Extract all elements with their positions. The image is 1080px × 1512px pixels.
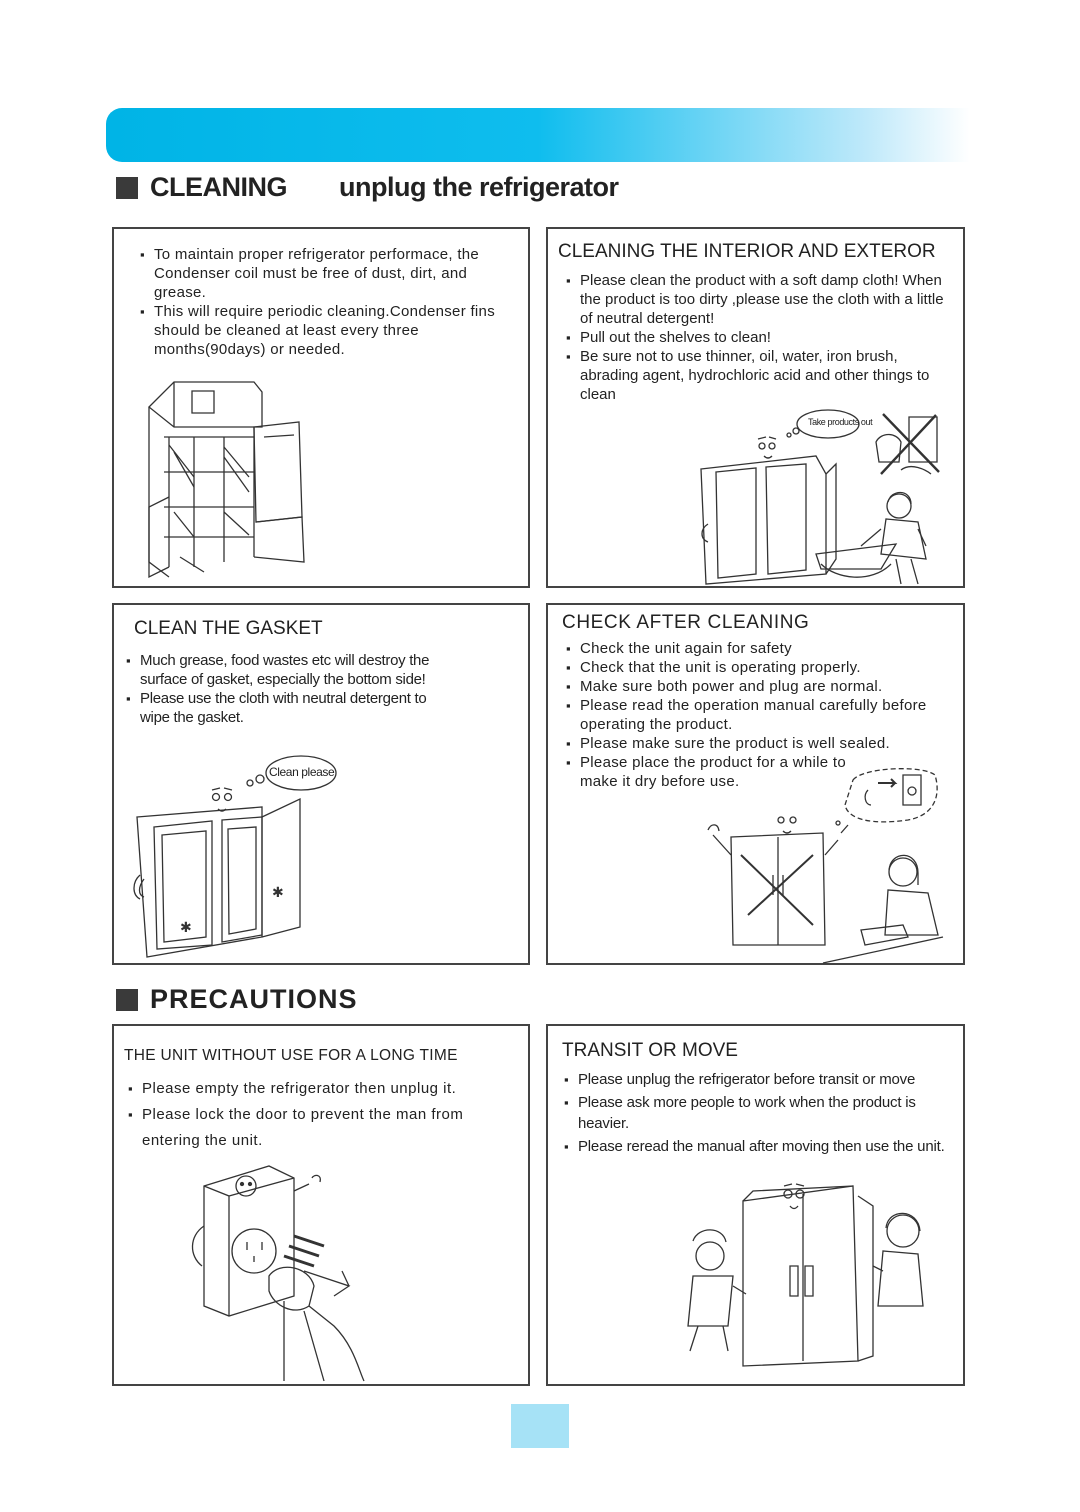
cleaning-title: CLEANING bbox=[150, 172, 287, 202]
list-item: ▪ Please clean the product with a soft damp cloth! When the product is too dirty ,please use the cloth with a little of neutral detergent! bbox=[566, 271, 956, 328]
interior-panel bbox=[546, 227, 965, 588]
fridge-and-phone-woman-illustration bbox=[703, 815, 948, 965]
fridge-gasket-illustration bbox=[132, 787, 307, 959]
open-cabinet-illustration bbox=[144, 377, 314, 582]
list-item: ▪ Please lock the door to prevent the man from entering the unit. bbox=[128, 1102, 508, 1154]
panel-title: CHECK AFTER CLEANING bbox=[562, 612, 810, 633]
cleaning-heading bbox=[116, 172, 619, 203]
gasket-panel bbox=[112, 603, 530, 965]
transit-list bbox=[564, 1069, 962, 1157]
precautions-title: PRECAUTIONS bbox=[150, 984, 358, 1014]
gasket-bubble-text: Clean please bbox=[269, 765, 335, 779]
list-item: ▪ Please reread the manual after moving then use the unit. bbox=[564, 1136, 962, 1157]
list-item: ▪ To maintain proper refrigerator performace, the Condenser coil must be free of dust, dirt, and grease. bbox=[140, 245, 510, 302]
list-item: ▪ Be sure not to use thinner, oil, water, iron brush, abrading agent, hydrochloric acid and other things to clean bbox=[566, 347, 956, 404]
header-banner bbox=[106, 108, 970, 162]
fridge-with-woman-illustration bbox=[696, 434, 936, 584]
list-item: ▪ Please place the product for a while to make it dry before use. bbox=[566, 753, 850, 791]
panel-title: CLEANING THE INTERIOR AND EXTEROR bbox=[558, 241, 936, 262]
list-item: ▪ This will require periodic cleaning.Condenser fins should be cleaned at least every three months(90days) or needed. bbox=[140, 302, 510, 359]
list-item: ▪ Please use the cloth with neutral detergent to wipe the gasket. bbox=[126, 689, 456, 727]
section-marker-icon bbox=[116, 989, 138, 1011]
cleaning-subtitle: unplug the refrigerator bbox=[339, 172, 619, 202]
transit-panel bbox=[546, 1024, 965, 1386]
panel-title: TRANSIT OR MOVE bbox=[562, 1040, 738, 1061]
condenser-list bbox=[140, 245, 510, 359]
list-item: ▪ Please ask more people to work when the product is heavier. bbox=[564, 1092, 962, 1134]
interior-bubble-text: Take products out bbox=[808, 417, 873, 427]
panel-title: THE UNIT WITHOUT USE FOR A LONG TIME bbox=[124, 1047, 458, 1064]
longtime-panel bbox=[112, 1024, 530, 1386]
page-number-box bbox=[511, 1404, 569, 1448]
check-panel bbox=[546, 603, 965, 965]
panel-title: CLEAN THE GASKET bbox=[134, 618, 323, 639]
list-item: ▪ Please unplug the refrigerator before transit or move bbox=[564, 1069, 962, 1090]
svg-text:✱: ✱ bbox=[272, 884, 284, 900]
svg-text:✱: ✱ bbox=[180, 919, 192, 935]
list-item: ▪ Please make sure the product is well sealed. bbox=[566, 734, 961, 753]
list-item: ▪ Much grease, food wastes etc will destroy the surface of gasket, especially the bottom side! bbox=[126, 651, 456, 689]
list-item: ▪ Pull out the shelves to clean! bbox=[566, 328, 956, 347]
two-men-moving-fridge-illustration bbox=[678, 1176, 928, 1376]
list-item: ▪ Check that the unit is operating properly. bbox=[566, 658, 961, 677]
list-item: ▪ Check the unit again for safety bbox=[566, 639, 961, 658]
condenser-panel bbox=[112, 227, 530, 588]
socket-unplug-illustration bbox=[184, 1156, 374, 1381]
precautions-heading bbox=[116, 984, 358, 1015]
list-item: ▪ Please empty the refrigerator then unplug it. bbox=[128, 1076, 508, 1102]
section-marker-icon bbox=[116, 177, 138, 199]
longtime-list bbox=[128, 1076, 508, 1154]
list-item: ▪ Please read the operation manual carefully before operating the product. bbox=[566, 696, 961, 734]
interior-list bbox=[566, 271, 956, 404]
list-item: ▪ Make sure both power and plug are normal. bbox=[566, 677, 961, 696]
gasket-list bbox=[126, 651, 456, 727]
